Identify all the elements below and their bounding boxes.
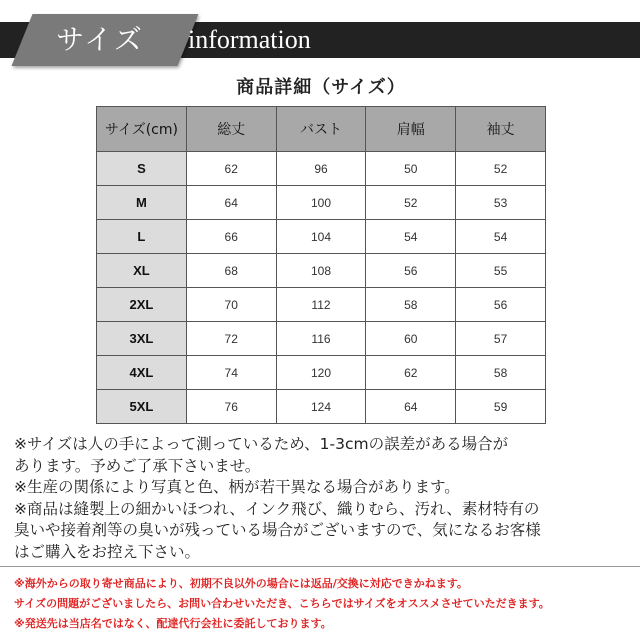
size-table-section bbox=[96, 70, 546, 424]
cell-sleeve: 55 bbox=[456, 254, 546, 288]
column-header-shoulder: 肩幅 bbox=[366, 107, 456, 152]
cell-shoulder: 56 bbox=[366, 254, 456, 288]
column-header-sleeve: 袖丈 bbox=[456, 107, 546, 152]
table-row bbox=[97, 152, 546, 186]
table-row bbox=[97, 322, 546, 356]
cell-bust: 96 bbox=[276, 152, 366, 186]
cell-bust: 104 bbox=[276, 220, 366, 254]
table-row bbox=[97, 186, 546, 220]
table-row bbox=[97, 254, 546, 288]
cell-shoulder: 58 bbox=[366, 288, 456, 322]
cell-sleeve: 57 bbox=[456, 322, 546, 356]
cell-size: M bbox=[97, 186, 187, 220]
footer-note-line: ※発送先は当店名ではなく、配達代行会社に委託しております。 bbox=[14, 617, 332, 630]
cell-sleeve: 58 bbox=[456, 356, 546, 390]
size-table bbox=[96, 106, 546, 424]
cell-length: 66 bbox=[186, 220, 276, 254]
column-header-length: 総丈 bbox=[186, 107, 276, 152]
cell-length: 72 bbox=[186, 322, 276, 356]
note-line: あります。予めご了承下さいませ。 bbox=[14, 456, 261, 475]
cell-length: 76 bbox=[186, 390, 276, 424]
divider bbox=[0, 566, 640, 567]
footer-notes-section bbox=[14, 574, 634, 634]
column-header-size: サイズ(cm) bbox=[97, 107, 187, 152]
table-row bbox=[97, 220, 546, 254]
cell-bust: 116 bbox=[276, 322, 366, 356]
header-info-label: information bbox=[188, 25, 311, 54]
cell-length: 74 bbox=[186, 356, 276, 390]
notes-section bbox=[14, 434, 634, 563]
cell-shoulder: 64 bbox=[366, 390, 456, 424]
cell-sleeve: 54 bbox=[456, 220, 546, 254]
cell-shoulder: 62 bbox=[366, 356, 456, 390]
header-tab-label: サイズ bbox=[56, 23, 144, 56]
cell-shoulder: 52 bbox=[366, 186, 456, 220]
note-line: はご購入をお控え下さい。 bbox=[14, 542, 201, 561]
note-line: ※サイズは人の手によって測っているため、1-3cmの誤差がある場合が bbox=[14, 435, 509, 453]
cell-size: 4XL bbox=[97, 356, 187, 390]
note-line: ※商品は縫製上の細かいほつれ、インク飛び、織りむら、汚れ、素材特有の bbox=[14, 499, 540, 518]
cell-bust: 120 bbox=[276, 356, 366, 390]
footer-note-line: サイズの問題がございましたら、お問い合わせいただき、こちらではサイズをオススメさせていただきます。 bbox=[14, 597, 550, 610]
cell-bust: 124 bbox=[276, 390, 366, 424]
cell-length: 68 bbox=[186, 254, 276, 288]
cell-shoulder: 54 bbox=[366, 220, 456, 254]
cell-size: 3XL bbox=[97, 322, 187, 356]
cell-size: 5XL bbox=[97, 390, 187, 424]
cell-length: 64 bbox=[186, 186, 276, 220]
column-header-bust: バスト bbox=[276, 107, 366, 152]
cell-length: 62 bbox=[186, 152, 276, 186]
footer-note-line: ※海外からの取り寄せ商品により、初期不良以外の場合には返品/交換に対応できかねます。 bbox=[14, 577, 468, 590]
table-header-row bbox=[97, 107, 546, 152]
cell-size: XL bbox=[97, 254, 187, 288]
cell-bust: 108 bbox=[276, 254, 366, 288]
cell-size: 2XL bbox=[97, 288, 187, 322]
note-line: 臭いや接着剤等の臭いが残っている場合がございますので、気になるお客様 bbox=[14, 521, 541, 539]
cell-length: 70 bbox=[186, 288, 276, 322]
cell-size: L bbox=[97, 220, 187, 254]
table-row bbox=[97, 390, 546, 424]
table-row bbox=[97, 288, 546, 322]
cell-sleeve: 59 bbox=[456, 390, 546, 424]
cell-shoulder: 60 bbox=[366, 322, 456, 356]
note-line: ※生産の関係により写真と色、柄が若干異なる場合があります。 bbox=[14, 478, 460, 496]
cell-sleeve: 56 bbox=[456, 288, 546, 322]
cell-sleeve: 53 bbox=[456, 186, 546, 220]
table-row bbox=[97, 356, 546, 390]
cell-sleeve: 52 bbox=[456, 152, 546, 186]
table-body bbox=[97, 152, 546, 424]
cell-shoulder: 50 bbox=[366, 152, 456, 186]
cell-bust: 100 bbox=[276, 186, 366, 220]
cell-bust: 112 bbox=[276, 288, 366, 322]
table-title: 商品詳細（サイズ） bbox=[236, 77, 406, 98]
cell-size: S bbox=[97, 152, 187, 186]
